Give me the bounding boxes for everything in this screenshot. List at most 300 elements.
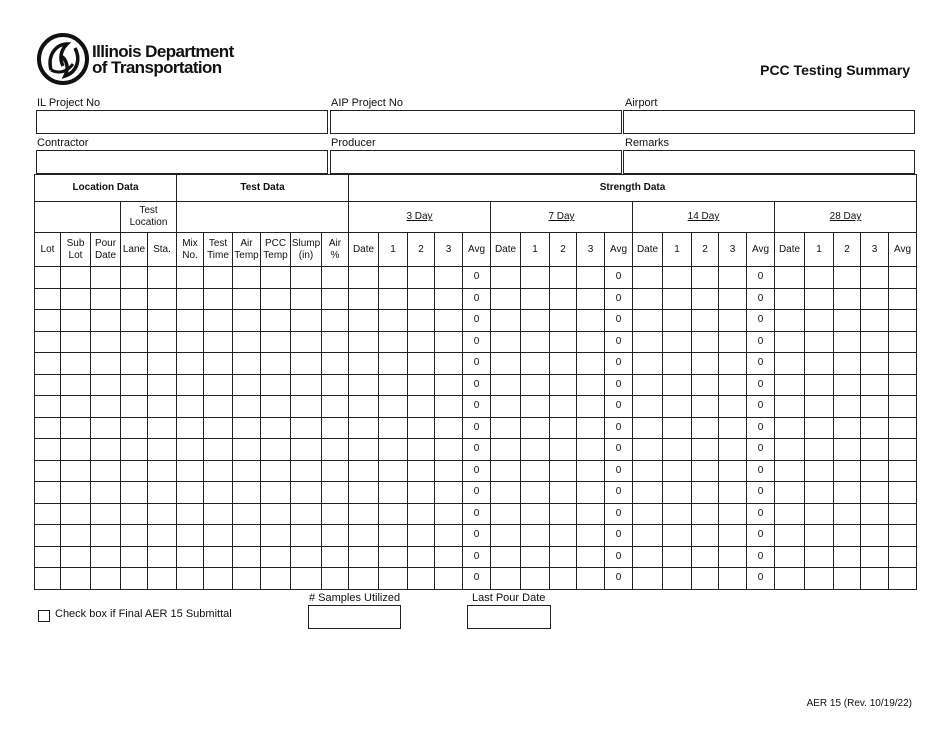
table-cell[interactable]	[861, 460, 889, 482]
table-cell[interactable]	[322, 439, 349, 461]
table-cell[interactable]	[322, 331, 349, 353]
table-cell[interactable]	[521, 396, 550, 418]
table-cell[interactable]	[35, 267, 61, 289]
table-cell[interactable]	[233, 503, 261, 525]
table-cell[interactable]	[861, 417, 889, 439]
table-cell[interactable]	[577, 568, 605, 590]
table-cell[interactable]	[719, 331, 747, 353]
table-cell[interactable]	[577, 546, 605, 568]
table-cell[interactable]	[491, 396, 521, 418]
table-cell[interactable]	[177, 267, 204, 289]
table-cell[interactable]	[805, 267, 834, 289]
table-cell[interactable]	[233, 546, 261, 568]
table-cell[interactable]	[291, 353, 322, 375]
table-cell[interactable]	[550, 568, 577, 590]
table-cell[interactable]	[435, 503, 463, 525]
table-cell[interactable]	[805, 439, 834, 461]
table-cell[interactable]	[577, 417, 605, 439]
table-cell[interactable]	[35, 568, 61, 590]
table-cell[interactable]	[861, 503, 889, 525]
table-cell[interactable]	[633, 331, 663, 353]
remarks-field[interactable]	[623, 150, 915, 174]
table-cell[interactable]	[889, 482, 917, 504]
table-cell[interactable]	[663, 374, 692, 396]
table-cell[interactable]	[91, 546, 121, 568]
table-cell[interactable]	[148, 417, 177, 439]
table-cell[interactable]	[408, 417, 435, 439]
table-cell[interactable]	[233, 439, 261, 461]
table-cell[interactable]	[349, 331, 379, 353]
table-cell[interactable]	[349, 503, 379, 525]
table-cell[interactable]	[121, 331, 148, 353]
table-cell[interactable]	[805, 525, 834, 547]
il-project-no-field[interactable]	[36, 110, 328, 134]
table-cell[interactable]	[719, 417, 747, 439]
table-cell[interactable]	[692, 525, 719, 547]
table-cell[interactable]	[889, 288, 917, 310]
table-cell[interactable]	[61, 331, 91, 353]
table-cell[interactable]	[435, 353, 463, 375]
table-cell[interactable]	[322, 525, 349, 547]
table-cell[interactable]	[775, 546, 805, 568]
table-cell[interactable]	[775, 331, 805, 353]
table-cell[interactable]	[435, 417, 463, 439]
table-cell[interactable]	[261, 310, 291, 332]
table-cell[interactable]	[322, 396, 349, 418]
table-cell[interactable]	[889, 353, 917, 375]
table-cell[interactable]	[233, 417, 261, 439]
table-cell[interactable]	[177, 353, 204, 375]
table-cell[interactable]	[435, 568, 463, 590]
table-cell[interactable]	[91, 482, 121, 504]
table-cell[interactable]	[861, 568, 889, 590]
table-cell[interactable]	[435, 374, 463, 396]
table-cell[interactable]	[692, 482, 719, 504]
table-cell[interactable]	[719, 396, 747, 418]
table-cell[interactable]	[633, 546, 663, 568]
table-cell[interactable]	[349, 546, 379, 568]
table-cell[interactable]	[61, 460, 91, 482]
table-cell[interactable]	[233, 353, 261, 375]
table-cell[interactable]	[291, 288, 322, 310]
table-cell[interactable]	[633, 267, 663, 289]
table-cell[interactable]	[805, 503, 834, 525]
table-cell[interactable]	[91, 396, 121, 418]
table-cell[interactable]	[663, 267, 692, 289]
table-cell[interactable]	[148, 267, 177, 289]
table-cell[interactable]	[349, 374, 379, 396]
table-cell[interactable]	[148, 460, 177, 482]
table-cell[interactable]	[291, 546, 322, 568]
table-cell[interactable]	[35, 546, 61, 568]
table-cell[interactable]	[775, 568, 805, 590]
table-cell[interactable]	[379, 525, 408, 547]
table-cell[interactable]	[577, 460, 605, 482]
table-cell[interactable]	[719, 460, 747, 482]
table-cell[interactable]	[719, 482, 747, 504]
table-cell[interactable]	[435, 396, 463, 418]
table-cell[interactable]	[322, 288, 349, 310]
table-cell[interactable]	[61, 546, 91, 568]
table-cell[interactable]	[291, 503, 322, 525]
table-cell[interactable]	[663, 460, 692, 482]
table-cell[interactable]	[550, 482, 577, 504]
table-cell[interactable]	[834, 396, 861, 418]
table-cell[interactable]	[379, 310, 408, 332]
table-cell[interactable]	[521, 353, 550, 375]
table-cell[interactable]	[35, 353, 61, 375]
table-cell[interactable]	[61, 396, 91, 418]
table-cell[interactable]	[349, 439, 379, 461]
table-cell[interactable]	[121, 353, 148, 375]
table-cell[interactable]	[633, 417, 663, 439]
table-cell[interactable]	[121, 460, 148, 482]
table-cell[interactable]	[692, 288, 719, 310]
table-cell[interactable]	[889, 525, 917, 547]
table-cell[interactable]	[349, 396, 379, 418]
table-cell[interactable]	[204, 439, 233, 461]
table-cell[interactable]	[121, 267, 148, 289]
table-cell[interactable]	[663, 417, 692, 439]
table-cell[interactable]	[322, 546, 349, 568]
table-cell[interactable]	[121, 310, 148, 332]
table-cell[interactable]	[121, 417, 148, 439]
table-cell[interactable]	[379, 267, 408, 289]
table-cell[interactable]	[577, 288, 605, 310]
table-cell[interactable]	[91, 460, 121, 482]
table-cell[interactable]	[577, 310, 605, 332]
table-cell[interactable]	[889, 396, 917, 418]
table-cell[interactable]	[435, 460, 463, 482]
table-cell[interactable]	[633, 353, 663, 375]
table-cell[interactable]	[408, 267, 435, 289]
table-cell[interactable]	[663, 439, 692, 461]
table-cell[interactable]	[633, 288, 663, 310]
table-cell[interactable]	[35, 482, 61, 504]
table-cell[interactable]	[663, 482, 692, 504]
table-cell[interactable]	[861, 482, 889, 504]
table-cell[interactable]	[834, 331, 861, 353]
table-cell[interactable]	[805, 546, 834, 568]
table-cell[interactable]	[233, 525, 261, 547]
table-cell[interactable]	[408, 568, 435, 590]
table-cell[interactable]	[91, 568, 121, 590]
table-cell[interactable]	[379, 546, 408, 568]
table-cell[interactable]	[719, 503, 747, 525]
table-cell[interactable]	[204, 374, 233, 396]
table-cell[interactable]	[148, 482, 177, 504]
table-cell[interactable]	[491, 546, 521, 568]
table-cell[interactable]	[121, 503, 148, 525]
table-cell[interactable]	[775, 439, 805, 461]
table-cell[interactable]	[663, 288, 692, 310]
table-cell[interactable]	[550, 331, 577, 353]
table-cell[interactable]	[692, 417, 719, 439]
table-cell[interactable]	[889, 546, 917, 568]
table-cell[interactable]	[204, 396, 233, 418]
table-cell[interactable]	[349, 267, 379, 289]
table-cell[interactable]	[550, 396, 577, 418]
table-cell[interactable]	[91, 525, 121, 547]
table-cell[interactable]	[261, 439, 291, 461]
table-cell[interactable]	[121, 525, 148, 547]
table-cell[interactable]	[233, 568, 261, 590]
table-cell[interactable]	[261, 525, 291, 547]
table-cell[interactable]	[633, 482, 663, 504]
table-cell[interactable]	[379, 288, 408, 310]
table-cell[interactable]	[148, 396, 177, 418]
table-cell[interactable]	[889, 460, 917, 482]
table-cell[interactable]	[889, 374, 917, 396]
table-cell[interactable]	[291, 568, 322, 590]
table-cell[interactable]	[261, 374, 291, 396]
table-cell[interactable]	[435, 288, 463, 310]
table-cell[interactable]	[861, 546, 889, 568]
samples-utilized-field[interactable]	[308, 605, 401, 629]
table-cell[interactable]	[35, 525, 61, 547]
table-cell[interactable]	[261, 460, 291, 482]
table-cell[interactable]	[349, 417, 379, 439]
table-cell[interactable]	[719, 267, 747, 289]
table-cell[interactable]	[775, 503, 805, 525]
table-cell[interactable]	[291, 310, 322, 332]
table-cell[interactable]	[121, 396, 148, 418]
table-cell[interactable]	[577, 525, 605, 547]
table-cell[interactable]	[35, 460, 61, 482]
table-cell[interactable]	[35, 374, 61, 396]
table-cell[interactable]	[204, 460, 233, 482]
table-cell[interactable]	[491, 460, 521, 482]
table-cell[interactable]	[148, 353, 177, 375]
table-cell[interactable]	[775, 460, 805, 482]
table-cell[interactable]	[521, 374, 550, 396]
table-cell[interactable]	[177, 288, 204, 310]
table-cell[interactable]	[435, 525, 463, 547]
table-cell[interactable]	[692, 310, 719, 332]
table-cell[interactable]	[204, 267, 233, 289]
table-cell[interactable]	[349, 460, 379, 482]
table-cell[interactable]	[633, 396, 663, 418]
table-cell[interactable]	[521, 310, 550, 332]
table-cell[interactable]	[834, 460, 861, 482]
table-cell[interactable]	[435, 439, 463, 461]
table-cell[interactable]	[91, 374, 121, 396]
table-cell[interactable]	[322, 482, 349, 504]
table-cell[interactable]	[261, 417, 291, 439]
table-cell[interactable]	[692, 439, 719, 461]
table-cell[interactable]	[408, 439, 435, 461]
table-cell[interactable]	[91, 267, 121, 289]
table-cell[interactable]	[805, 482, 834, 504]
table-cell[interactable]	[435, 310, 463, 332]
table-cell[interactable]	[233, 288, 261, 310]
table-cell[interactable]	[550, 288, 577, 310]
table-cell[interactable]	[861, 374, 889, 396]
table-cell[interactable]	[177, 331, 204, 353]
table-cell[interactable]	[719, 525, 747, 547]
table-cell[interactable]	[435, 546, 463, 568]
table-cell[interactable]	[322, 417, 349, 439]
table-cell[interactable]	[834, 417, 861, 439]
table-cell[interactable]	[408, 503, 435, 525]
table-cell[interactable]	[177, 417, 204, 439]
table-cell[interactable]	[775, 417, 805, 439]
table-cell[interactable]	[61, 568, 91, 590]
table-cell[interactable]	[91, 288, 121, 310]
table-cell[interactable]	[322, 310, 349, 332]
table-cell[interactable]	[148, 503, 177, 525]
table-cell[interactable]	[805, 374, 834, 396]
table-cell[interactable]	[805, 460, 834, 482]
table-cell[interactable]	[889, 439, 917, 461]
table-cell[interactable]	[692, 331, 719, 353]
table-cell[interactable]	[805, 310, 834, 332]
table-cell[interactable]	[261, 396, 291, 418]
table-cell[interactable]	[148, 439, 177, 461]
table-cell[interactable]	[379, 353, 408, 375]
table-cell[interactable]	[521, 267, 550, 289]
table-cell[interactable]	[550, 267, 577, 289]
table-cell[interactable]	[663, 568, 692, 590]
producer-field[interactable]	[330, 150, 622, 174]
table-cell[interactable]	[834, 374, 861, 396]
table-cell[interactable]	[291, 460, 322, 482]
table-cell[interactable]	[121, 439, 148, 461]
airport-field[interactable]	[623, 110, 915, 134]
table-cell[interactable]	[379, 439, 408, 461]
table-cell[interactable]	[719, 353, 747, 375]
table-cell[interactable]	[889, 503, 917, 525]
table-cell[interactable]	[834, 546, 861, 568]
table-cell[interactable]	[775, 482, 805, 504]
table-cell[interactable]	[291, 396, 322, 418]
table-cell[interactable]	[91, 417, 121, 439]
table-cell[interactable]	[834, 310, 861, 332]
table-cell[interactable]	[233, 460, 261, 482]
table-cell[interactable]	[233, 396, 261, 418]
table-cell[interactable]	[550, 310, 577, 332]
table-cell[interactable]	[349, 525, 379, 547]
table-cell[interactable]	[491, 417, 521, 439]
table-cell[interactable]	[322, 374, 349, 396]
table-cell[interactable]	[861, 525, 889, 547]
table-cell[interactable]	[408, 460, 435, 482]
table-cell[interactable]	[91, 503, 121, 525]
table-cell[interactable]	[491, 267, 521, 289]
table-cell[interactable]	[121, 546, 148, 568]
table-cell[interactable]	[692, 353, 719, 375]
table-cell[interactable]	[349, 482, 379, 504]
table-cell[interactable]	[861, 310, 889, 332]
table-cell[interactable]	[379, 417, 408, 439]
table-cell[interactable]	[889, 417, 917, 439]
table-cell[interactable]	[408, 546, 435, 568]
table-cell[interactable]	[148, 374, 177, 396]
table-cell[interactable]	[379, 568, 408, 590]
last-pour-date-field[interactable]	[467, 605, 551, 629]
table-cell[interactable]	[261, 568, 291, 590]
table-cell[interactable]	[491, 503, 521, 525]
table-cell[interactable]	[692, 546, 719, 568]
table-cell[interactable]	[521, 482, 550, 504]
table-cell[interactable]	[261, 267, 291, 289]
table-cell[interactable]	[349, 353, 379, 375]
table-cell[interactable]	[861, 267, 889, 289]
table-cell[interactable]	[148, 288, 177, 310]
table-cell[interactable]	[408, 310, 435, 332]
table-cell[interactable]	[861, 396, 889, 418]
table-cell[interactable]	[233, 331, 261, 353]
table-cell[interactable]	[435, 331, 463, 353]
table-cell[interactable]	[633, 568, 663, 590]
table-cell[interactable]	[148, 310, 177, 332]
table-cell[interactable]	[521, 460, 550, 482]
table-cell[interactable]	[491, 439, 521, 461]
table-cell[interactable]	[35, 439, 61, 461]
table-cell[interactable]	[408, 396, 435, 418]
table-cell[interactable]	[521, 439, 550, 461]
table-cell[interactable]	[261, 331, 291, 353]
table-cell[interactable]	[204, 568, 233, 590]
table-cell[interactable]	[719, 439, 747, 461]
table-cell[interactable]	[61, 310, 91, 332]
table-cell[interactable]	[775, 310, 805, 332]
table-cell[interactable]	[148, 331, 177, 353]
aip-project-no-field[interactable]	[330, 110, 622, 134]
table-cell[interactable]	[291, 267, 322, 289]
table-cell[interactable]	[805, 353, 834, 375]
table-cell[interactable]	[91, 331, 121, 353]
table-cell[interactable]	[121, 374, 148, 396]
table-cell[interactable]	[889, 568, 917, 590]
table-cell[interactable]	[550, 353, 577, 375]
table-cell[interactable]	[889, 267, 917, 289]
table-cell[interactable]	[861, 353, 889, 375]
table-cell[interactable]	[577, 331, 605, 353]
table-cell[interactable]	[121, 482, 148, 504]
table-cell[interactable]	[719, 288, 747, 310]
table-cell[interactable]	[291, 482, 322, 504]
table-cell[interactable]	[204, 417, 233, 439]
table-cell[interactable]	[834, 267, 861, 289]
table-cell[interactable]	[491, 374, 521, 396]
table-cell[interactable]	[61, 503, 91, 525]
table-cell[interactable]	[692, 503, 719, 525]
table-cell[interactable]	[834, 288, 861, 310]
table-cell[interactable]	[61, 353, 91, 375]
table-cell[interactable]	[521, 288, 550, 310]
table-cell[interactable]	[805, 568, 834, 590]
table-cell[interactable]	[177, 374, 204, 396]
table-cell[interactable]	[148, 568, 177, 590]
table-cell[interactable]	[408, 525, 435, 547]
table-cell[interactable]	[577, 267, 605, 289]
table-cell[interactable]	[261, 503, 291, 525]
table-cell[interactable]	[379, 331, 408, 353]
table-cell[interactable]	[233, 267, 261, 289]
table-cell[interactable]	[775, 267, 805, 289]
table-cell[interactable]	[204, 288, 233, 310]
table-cell[interactable]	[35, 288, 61, 310]
table-cell[interactable]	[805, 417, 834, 439]
table-cell[interactable]	[291, 439, 322, 461]
table-cell[interactable]	[633, 525, 663, 547]
table-cell[interactable]	[521, 525, 550, 547]
table-cell[interactable]	[177, 482, 204, 504]
table-cell[interactable]	[291, 525, 322, 547]
table-cell[interactable]	[322, 353, 349, 375]
table-cell[interactable]	[834, 439, 861, 461]
